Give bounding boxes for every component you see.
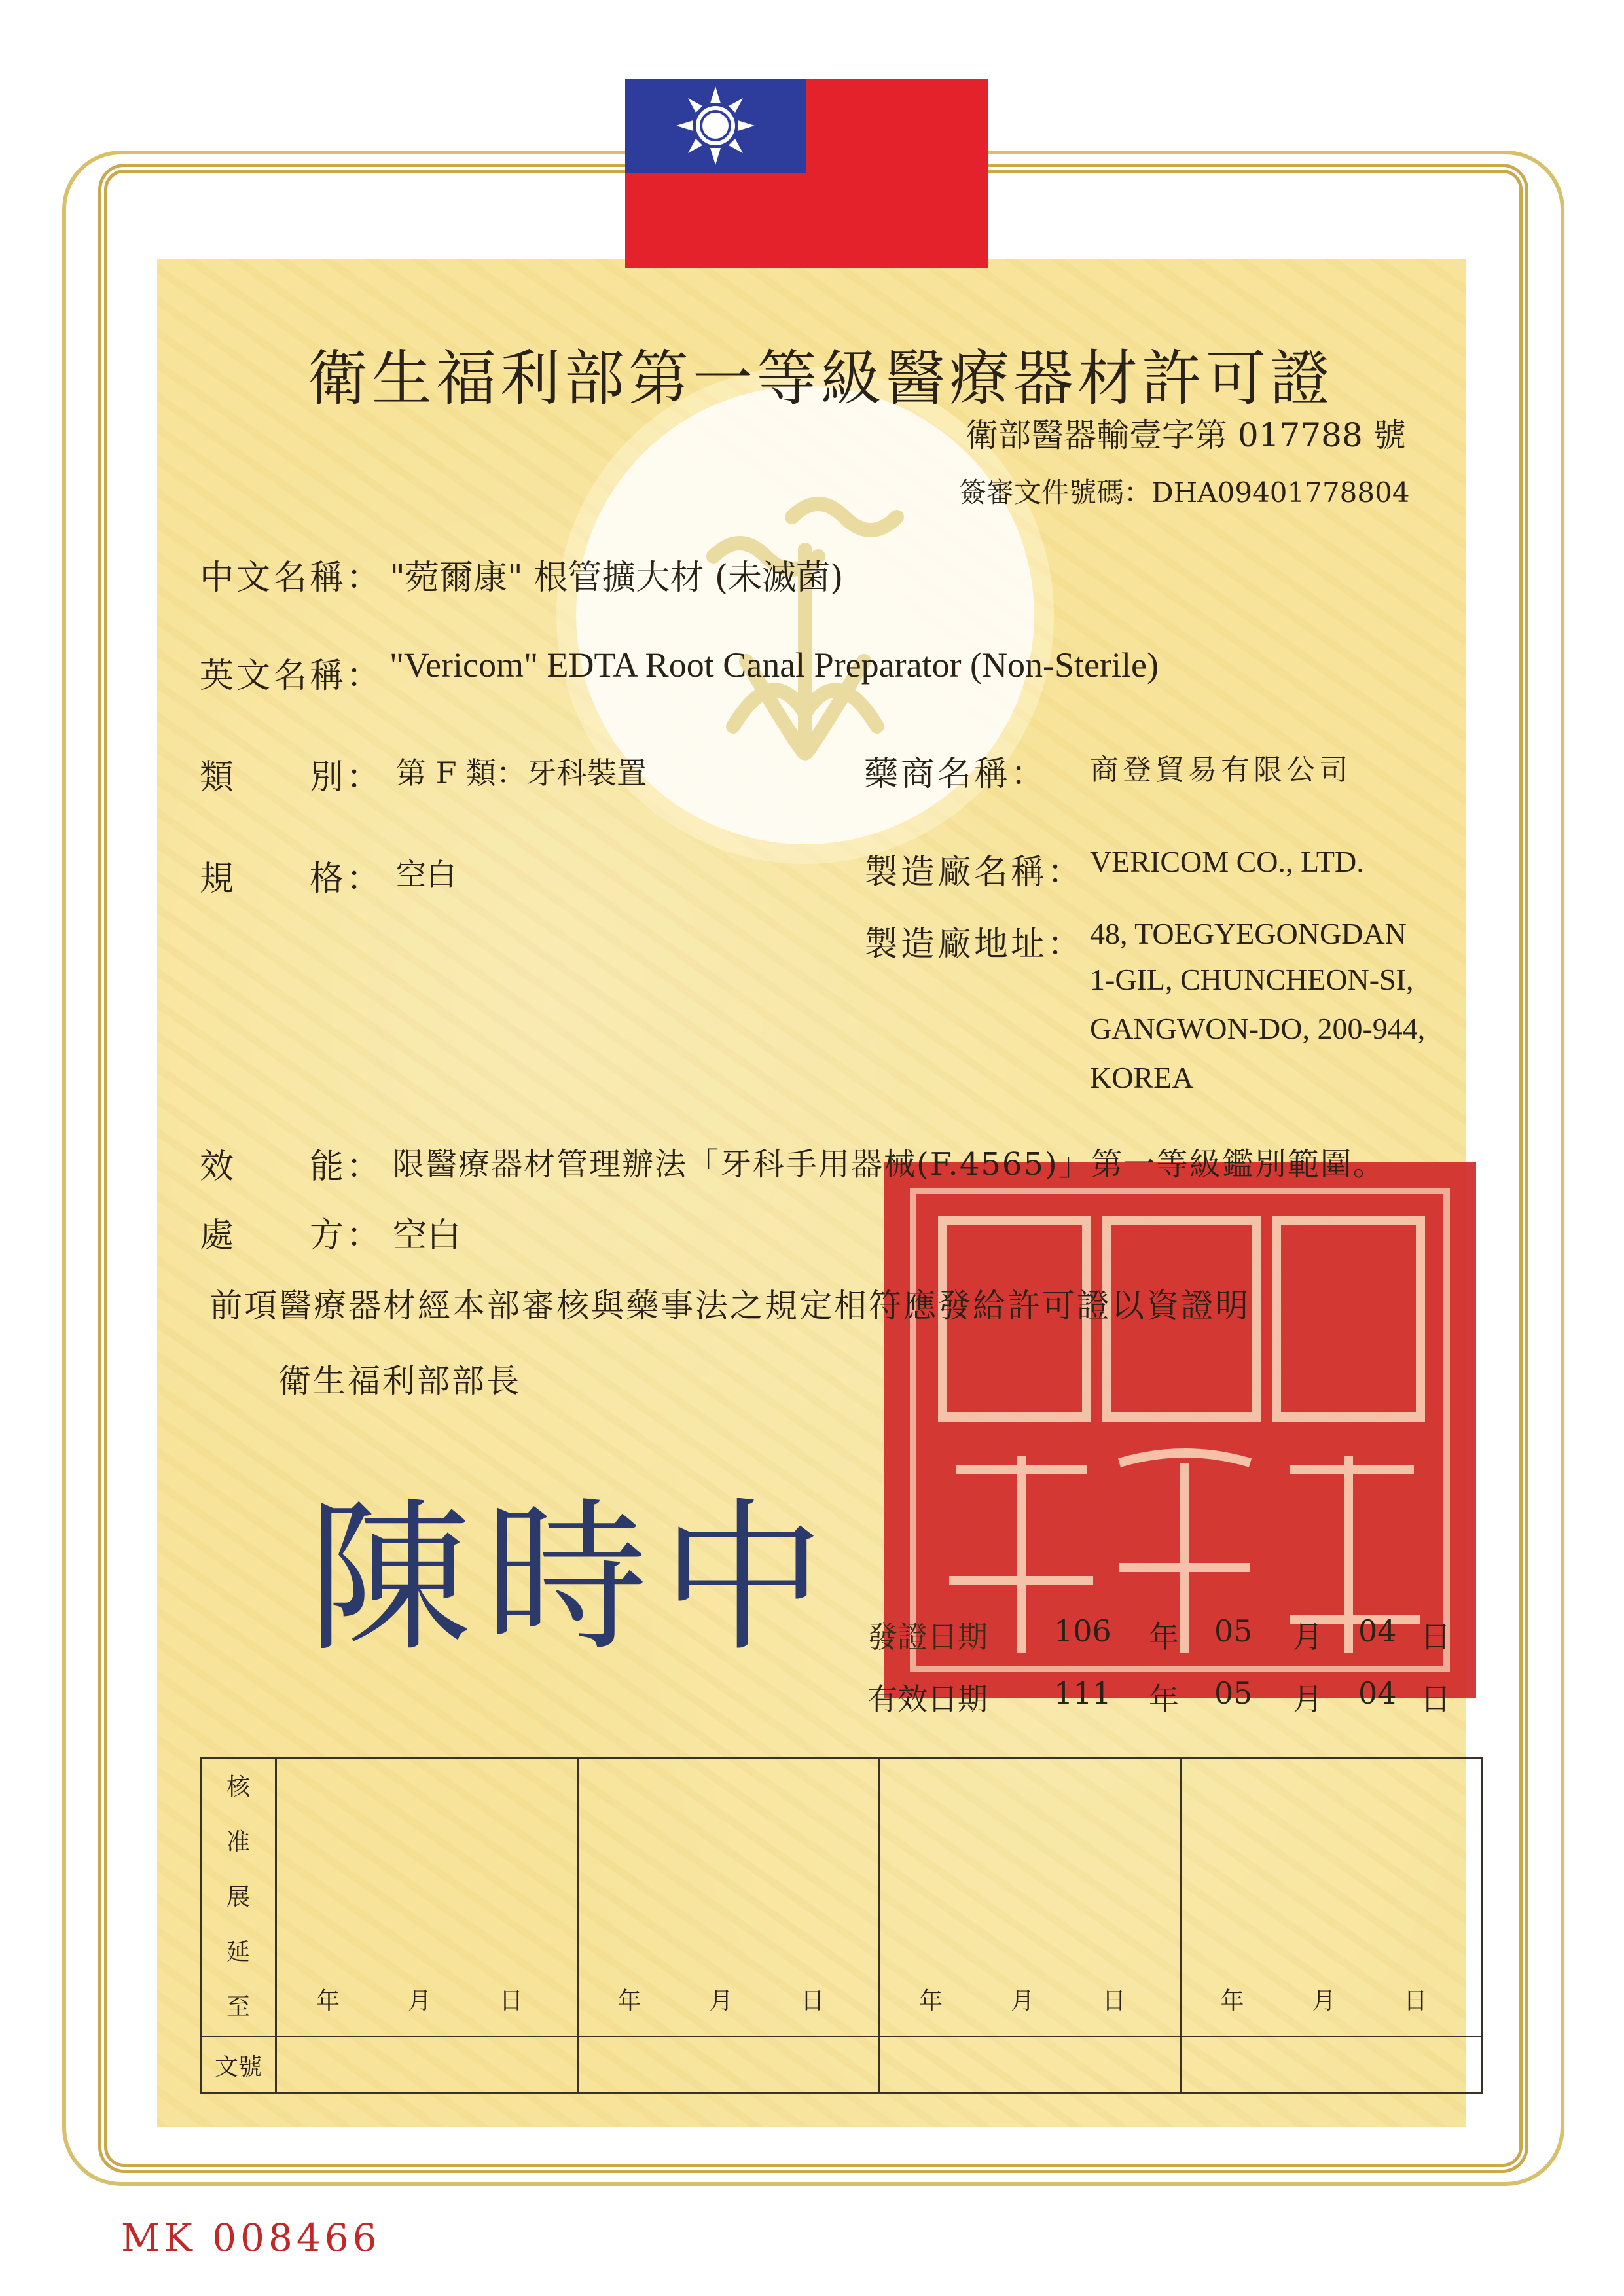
header-char: 至: [226, 1994, 250, 2020]
address-label: 製造廠地址：: [864, 925, 1085, 964]
certification-statement: 前項醫療器材經本部審核與藥事法之規定相符應發給許可證以資證明: [209, 1287, 1250, 1325]
year-unit: 年: [316, 1988, 340, 2015]
review-document-number: 簽審文件號碼：DHA09401778804: [959, 476, 1410, 509]
header-char: 展: [226, 1884, 250, 1910]
vendor-label: 藥商名稱：: [864, 755, 1048, 794]
english-name-value: "Vericom" EDTA Root Canal Preparator (Non-Sterile): [389, 645, 1159, 685]
header-char: 核: [226, 1774, 250, 1801]
permit-number: 衛部醫器輸壹字第 017788 號: [965, 416, 1406, 454]
expiry-date-month: 05: [1214, 1676, 1253, 1711]
issue-date-day-unit: 日: [1420, 1619, 1451, 1655]
efficacy-value: 限醫療器材管理辦法「牙科手用器械(F.4565)」第一等級鑑別範圍。: [393, 1146, 1386, 1183]
expiry-date-day-unit: 日: [1420, 1681, 1451, 1717]
manufacturer-value: VERICOM CO., LTD.: [1090, 845, 1364, 878]
expiry-date-label: 有效日期: [867, 1681, 988, 1717]
serial-number: MK 008466: [121, 2215, 381, 2260]
issue-date-year-unit: 年: [1149, 1619, 1179, 1655]
address-line: 1-GIL, CHUNCHEON-SI,: [1090, 963, 1414, 996]
document-number-cell: [276, 2037, 578, 2094]
extension-cell-1: [276, 1759, 578, 2037]
header-char: 延: [226, 1939, 250, 1965]
issue-date-label: 發證日期: [867, 1619, 988, 1655]
year-unit: 年: [919, 1988, 943, 2015]
vendor-value: 商登貿易有限公司: [1090, 753, 1352, 787]
spec-label: 規 格：: [200, 859, 384, 899]
efficacy-label: 效 能：: [200, 1147, 384, 1187]
flag: [625, 79, 988, 268]
category-value: 第 F 類：牙科裝置: [396, 755, 647, 791]
month-unit: 月: [408, 1988, 432, 2015]
year-unit: 年: [1220, 1988, 1244, 2015]
day-unit: 日: [1403, 1988, 1428, 2015]
header-char: 准: [226, 1829, 250, 1856]
document-number-cell: [1180, 2037, 1482, 2094]
chinese-name-value: "菀爾康" 根管擴大材 (未滅菌): [389, 558, 844, 598]
category-label: 類 別：: [200, 758, 384, 797]
prescription-label: 處 方：: [200, 1216, 384, 1255]
document-number-cell: [879, 2037, 1181, 2094]
year-unit: 年: [617, 1988, 641, 2015]
certificate-title: 衛生福利部第一等級醫療器材許可證: [308, 344, 1335, 414]
extension-table: [200, 1757, 1483, 2094]
minister-signature: 陳時中: [308, 1483, 838, 1674]
month-unit: 月: [1011, 1988, 1035, 2015]
issue-date-year: 106: [1054, 1613, 1111, 1649]
chinese-name-label: 中文名稱：: [200, 558, 384, 598]
expiry-date-day: 04: [1358, 1676, 1397, 1711]
issue-date-month: 05: [1214, 1613, 1253, 1649]
issue-date-day: 04: [1358, 1613, 1397, 1649]
day-unit: 日: [1102, 1988, 1127, 2015]
extension-cell-2: [577, 1759, 879, 2037]
address-line: GANGWON-DO, 200-944,: [1090, 1012, 1426, 1045]
english-name-label: 英文名稱：: [200, 656, 384, 696]
extension-row-header: [201, 1759, 276, 2037]
day-unit: 日: [499, 1988, 524, 2015]
month-unit: 月: [709, 1988, 733, 2015]
extension-cell-4: [1180, 1759, 1482, 2037]
flag-canton: [625, 79, 806, 173]
document-number-header: 文號: [201, 2037, 276, 2094]
sun-icon: [625, 79, 806, 173]
minister-title: 衛生福利部部長: [278, 1362, 521, 1400]
expiry-date-month-unit: 月: [1293, 1681, 1323, 1717]
expiry-date-year-unit: 年: [1149, 1681, 1179, 1717]
prescription-value: 空白: [393, 1216, 461, 1255]
extension-cell-3: [879, 1759, 1181, 2037]
manufacturer-label: 製造廠名稱：: [864, 853, 1085, 892]
issue-date-month-unit: 月: [1293, 1619, 1323, 1655]
document-number-cell: [577, 2037, 879, 2094]
expiry-date-year: 111: [1054, 1676, 1111, 1711]
month-unit: 月: [1312, 1988, 1336, 2015]
address-line: 48, TOEGYEGONGDAN: [1090, 917, 1407, 950]
spec-value: 空白: [396, 857, 456, 892]
address-line: KOREA: [1090, 1061, 1194, 1094]
day-unit: 日: [801, 1988, 825, 2015]
